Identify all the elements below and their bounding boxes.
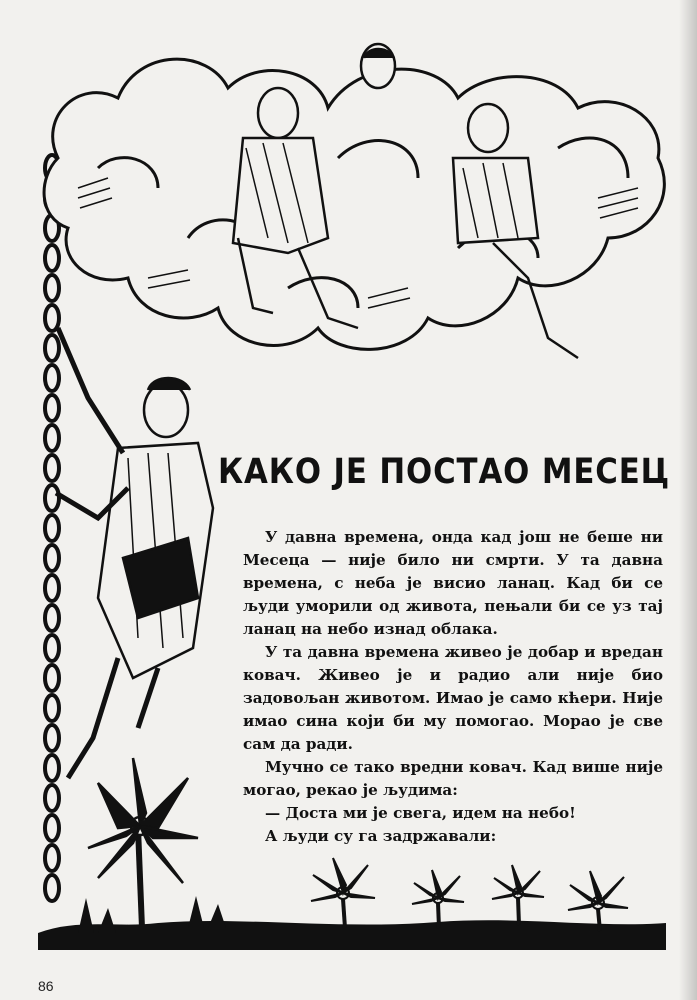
peeking-figure — [361, 44, 395, 88]
paragraph: У та давна времена живео је добар и вредан ковач. Живео је и радио али није био задовољан животом. Имао је само кћери. Није имао сина који би му помогао. Морао је све сам да ради. — [243, 643, 663, 753]
page-number: 86 — [38, 978, 54, 994]
dialogue-line: — Доста ми је свега, идем на небо! — [265, 804, 576, 822]
cloud-drawing — [44, 59, 664, 349]
paragraph: А људи су га задржавали: — [265, 827, 497, 845]
story-title: КАКО ЈЕ ПОСТАО МЕСЕЦ — [218, 452, 671, 492]
story-text — [243, 526, 663, 848]
paragraph: Мучно се тако вредни ковач. Кад више није могао, рекао је људима: — [243, 758, 663, 799]
palm-tree-drawing — [88, 758, 198, 928]
ground-drawing — [38, 896, 666, 950]
small-flowers — [311, 858, 628, 931]
chain-drawing — [45, 155, 59, 901]
paragraph: У давна времена, онда кад још не беше ни Месеца — није било ни смрти. У та давна времена, с неба је висио ланац. Кад би се људи уморили од живота, пењали би се уз тај ланац на небо изнад облака. — [243, 528, 663, 638]
page-edge-shadow — [679, 0, 697, 1000]
climbing-figure — [56, 328, 213, 778]
